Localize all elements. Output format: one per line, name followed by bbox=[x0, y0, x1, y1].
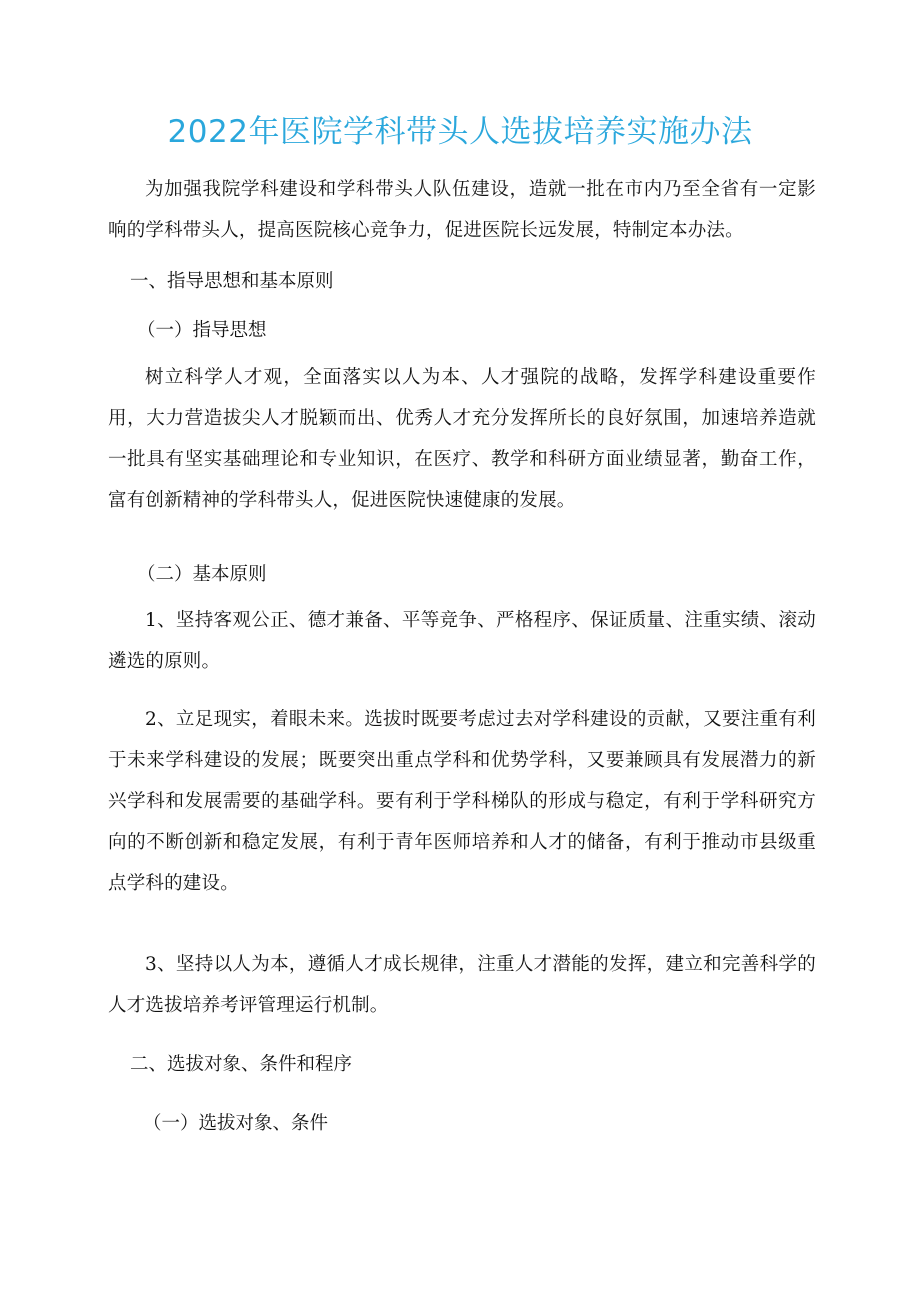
section-1-sub-2-heading: （二）基本原则 bbox=[137, 564, 267, 585]
document-title: 2022年医院学科带头人选拔培养实施办法 bbox=[167, 114, 753, 150]
section-1-heading: 一、指导思想和基本原则 bbox=[130, 271, 334, 292]
section-1-sub-1-heading: （一）指导思想 bbox=[137, 320, 267, 341]
principle-item-2: 2、立足现实，着眼未来。选拔时既要考虑过去对学科建设的贡献，又要注重有利于未来学科建设的发展；既要突出重点学科和优势学科，又要兼顾具有发展潜力的新兴学科和发展需要的基础学科。要有利于学科梯队的形成与稳定，有利于学科研究方向的不断创新和稳定发展，有利于青年医师培养和人才的储备，有利于推动市县级重点学科的建设。 bbox=[108, 709, 816, 894]
principle-item-1: 1、坚持客观公正、德才兼备、平等竞争、严格程序、保证质量、注重实绩、滚动遴选的原则。 bbox=[108, 610, 816, 672]
intro-paragraph: 为加强我院学科建设和学科带头人队伍建设，造就一批在市内乃至全省有一定影响的学科带头人，提高医院核心竞争力，促进医院长远发展，特制定本办法。 bbox=[108, 179, 816, 241]
section-2-heading: 二、选拔对象、条件和程序 bbox=[130, 1054, 353, 1075]
principle-item-3: 3、坚持以人为本，遵循人才成长规律，注重人才潜能的发挥，建立和完善科学的人才选拔培养考评管理运行机制。 bbox=[108, 954, 816, 1016]
section-2-sub-1-heading: （一）选拔对象、条件 bbox=[143, 1113, 329, 1134]
guiding-ideology-paragraph: 树立科学人才观，全面落实以人为本、人才强院的战略，发挥学科建设重要作用，大力营造拔尖人才脱颖而出、优秀人才充分发挥所长的良好氛围，加速培养造就一批具有坚实基础理论和专业知识，在医疗、教学和科研方面业绩显著，勤奋工作，富有创新精神的学科带头人，促进医院快速健康的发展。 bbox=[108, 367, 816, 511]
